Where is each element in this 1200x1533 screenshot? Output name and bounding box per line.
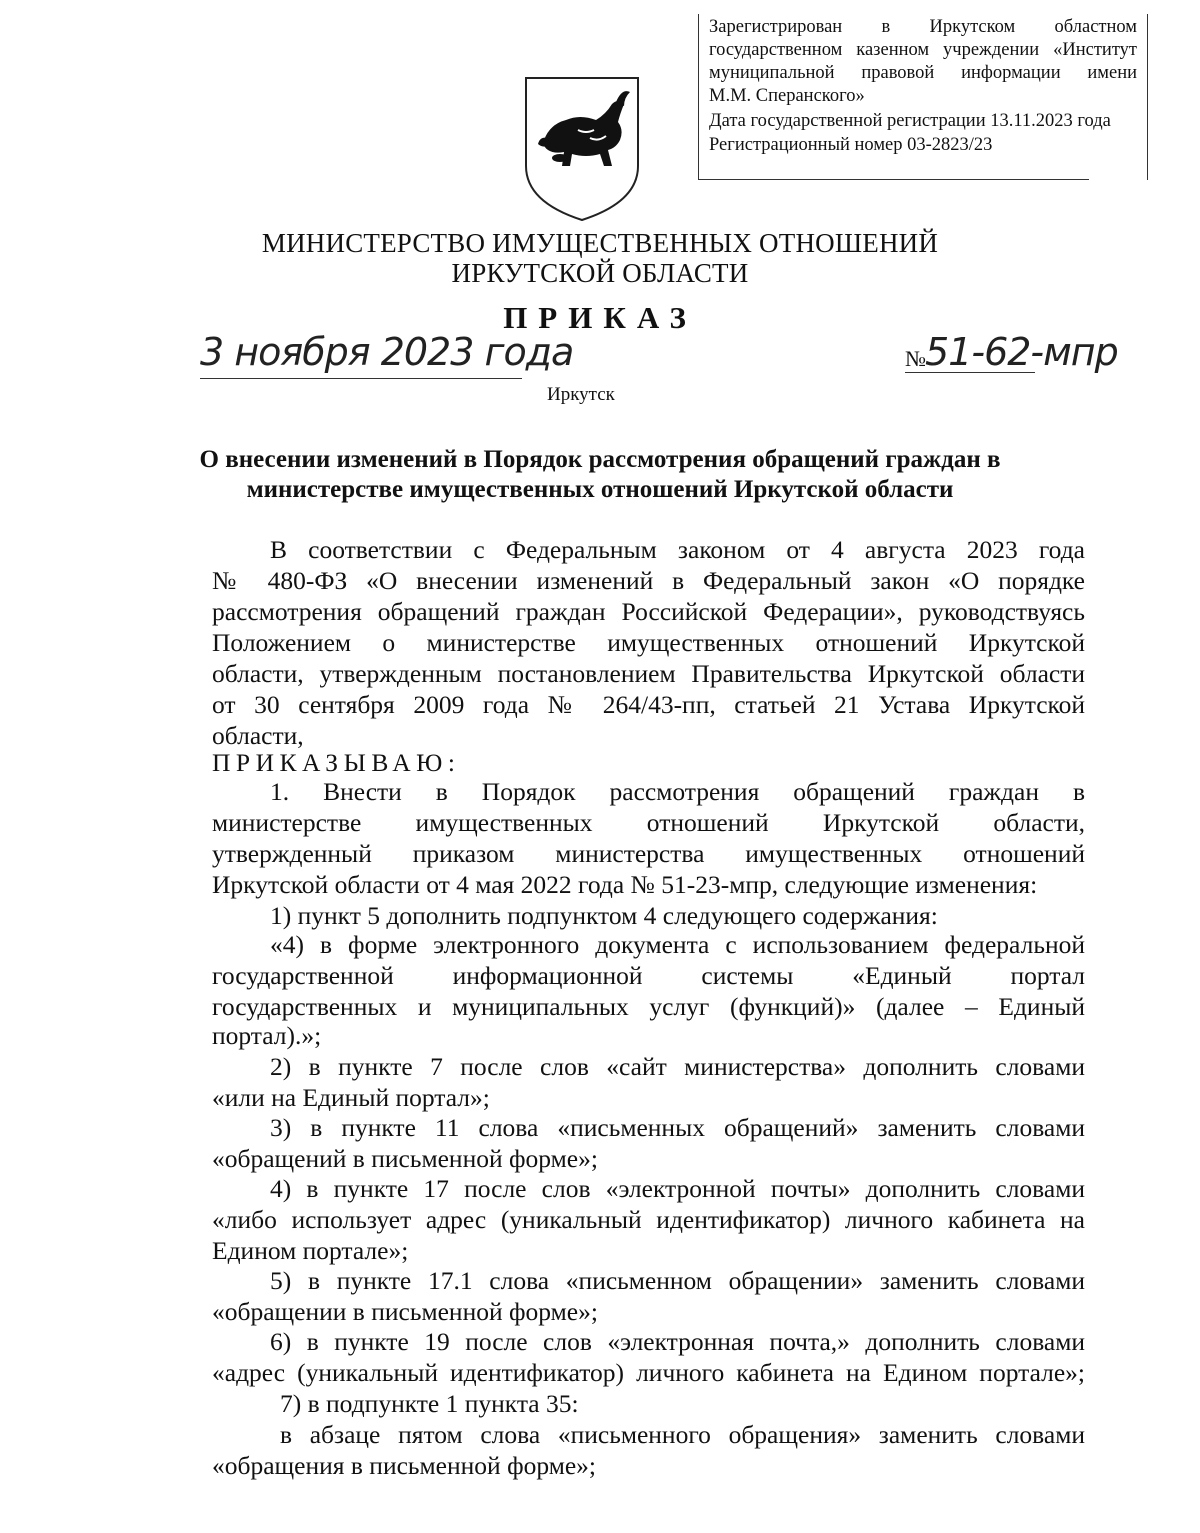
registration-stamp: [698, 14, 1148, 180]
stamp-line: М.М. Сперанского»: [709, 86, 865, 106]
body-line: 4) в пункте 17 после слов «электронной почты» дополнить словами: [270, 1174, 1085, 1203]
body-line: 1. Внести в Порядок рассмотрения обращений граждан в: [270, 777, 1085, 806]
body-line: Положением о министерстве имущественных отношений Иркутской: [212, 628, 1085, 657]
body-line: «обращений в письменной форме»;: [212, 1144, 598, 1173]
body-line: «4) в форме электронного документа с использованием федеральной: [270, 930, 1085, 959]
stamp-border: [699, 179, 1089, 180]
body-line: 6) в пункте 19 после слов «электронная почта,» дополнить словами: [270, 1327, 1085, 1356]
number-underline: [905, 372, 1035, 373]
body-line: «адрес (уникальный идентификатор) личного кабинета на Едином портале»;: [212, 1358, 1085, 1387]
coat-of-arms-icon: [520, 74, 644, 222]
body-line: государственных и муниципальных услуг (функций)» (далее – Единый: [212, 992, 1085, 1021]
body-line: 7) в подпункте 1 пункта 35:: [280, 1389, 579, 1418]
body-line: утвержденный приказом министерства имущественных отношений: [212, 839, 1085, 868]
body-line: в абзаце пятом слова «письменного обращения» заменить словами: [280, 1420, 1085, 1449]
body-line: министерстве имущественных отношений Иркутской области,: [212, 808, 1085, 837]
body-line: Едином портале»;: [212, 1236, 409, 1265]
order-title: ПРИКАЗ: [503, 300, 697, 335]
stamp-line: Регистрационный номер 03-2823/23: [709, 135, 993, 155]
date-underline: [200, 378, 522, 379]
stamp-line: муниципальной правовой информации имени: [709, 63, 1137, 83]
order-directive: ПРИКАЗЫВАЮ:: [212, 748, 461, 777]
body-line: «обращения в письменной форме»;: [212, 1451, 596, 1480]
body-line: 5) в пункте 17.1 слова «письменном обращении» заменить словами: [270, 1266, 1085, 1295]
document-heading: О внесении изменений в Порядок рассмотрения обращений граждан в: [199, 446, 1001, 473]
body-line: 2) в пункте 7 после слов «сайт министерства» дополнить словами: [270, 1052, 1085, 1081]
order-date-handwritten: 3 ноября 2023 года: [200, 330, 574, 374]
body-line: области, утвержденным постановлением Правительства Иркутской области: [212, 659, 1085, 688]
body-line: рассмотрения обращений граждан Российской Федерации», руководствуясь: [212, 597, 1085, 626]
body-line: «либо использует адрес (уникальный идентификатор) личного кабинета на: [212, 1205, 1085, 1234]
ministry-name: МИНИСТЕРСТВО ИМУЩЕСТВЕННЫХ ОТНОШЕНИЙ: [261, 228, 939, 258]
ministry-region: ИРКУТСКОЙ ОБЛАСТИ: [451, 258, 749, 288]
order-number-prefix: №: [905, 346, 926, 371]
body-line: Иркутской области от 4 мая 2022 года № 51-23-мпр, следующие изменения:: [212, 870, 1038, 899]
stamp-line: государственном казенном учреждении «Институт: [709, 40, 1137, 60]
body-line: «обращении в письменной форме»;: [212, 1297, 598, 1326]
body-line: области,: [212, 721, 304, 750]
city: Иркутск: [547, 384, 615, 405]
body-line: 1) пункт 5 дополнить подпунктом 4 следующего содержания:: [270, 901, 938, 930]
stamp-line: Зарегистрирован в Иркутском областном: [709, 17, 1137, 37]
order-number-handwritten: 51-62-мпр: [925, 330, 1118, 374]
body-line: В соответствии с Федеральным законом от 4 августа 2023 года: [270, 535, 1085, 564]
body-line: от 30 сентября 2009 года № 264/43-пп, статьей 21 Устава Иркутской: [212, 690, 1085, 719]
body-line: 3) в пункте 11 слова «письменных обращений» заменить словами: [270, 1113, 1085, 1142]
body-line: «или на Единый портал»;: [212, 1083, 490, 1112]
body-line: портал).»;: [212, 1021, 322, 1050]
document-heading: министерстве имущественных отношений Иркутской области: [246, 476, 954, 503]
body-line: государственной информационной системы «Единый портал: [212, 961, 1085, 990]
stamp-line: Дата государственной регистрации 13.11.2023 года: [709, 111, 1111, 131]
body-line: № 480-ФЗ «О внесении изменений в Федеральный закон «О порядке: [212, 566, 1085, 595]
